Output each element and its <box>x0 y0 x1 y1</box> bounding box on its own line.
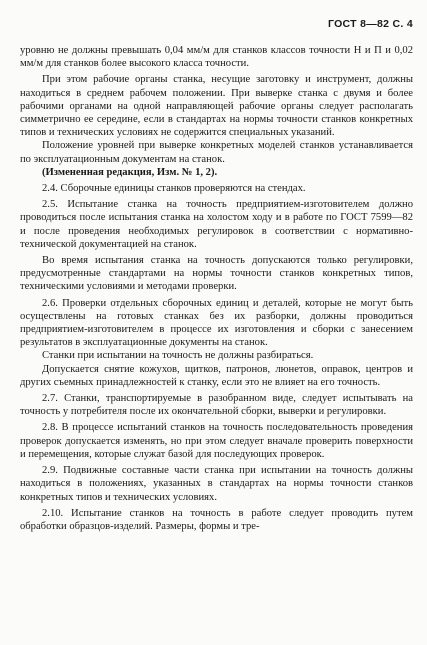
paragraph: 2.8. В процессе испытаний станков на точность последовательность проведения проверок допускается изменять, но при этом следует вначале проверить поверхности и перемещения, которые служат базой для последующих проверок. <box>20 422 413 460</box>
paragraph: Во время испытания станка на точность допускаются только регулировки, предусмотренные стандартами на нормы точности станков конкретных типов, техническими условиями и методами проверки. <box>20 255 413 293</box>
paragraph: 2.6. Проверки отдельных сборочных единиц и деталей, которые не могут быть осуществлены на готовых станках без их разборки, должны проводиться предприятием-изготовителем в процессе их изготовления и сборки с занесением результатов в эксплуатационные документы на станок. <box>20 297 413 349</box>
paragraph: 2.10. Испытание станков на точность в работе следует проводить путем обработки образцов-изделий. Размеры, формы и тре- <box>20 507 413 532</box>
paragraph: Допускается снятие кожухов, щитков, патронов, люнетов, оправок, центров и других съемных принадлежностей к станку, если это не влияет на его точность. <box>20 363 413 388</box>
paragraph: Станки при испытании на точность не должны разбираться. <box>42 350 314 362</box>
paragraph: 2.9. Подвижные составные части станка при испытании на точность должны находиться в положениях, указанных в стандартах на нормы точности станков конкретных типов и технических условиях. <box>20 465 413 503</box>
paragraph: При этом рабочие органы станка, несущие заготовку и инструмент, должны находиться в среднем рабочем положении. При выверке станка с двумя и более рабочими органами на одной направляющей рабочие органы следует располагать симметрично ее середине, если в стандартах на нормы точности станков конкретных типов и технических условиях не содержится специальных указаний. <box>20 74 413 139</box>
amendment-note: (Измененная редакция, Изм. № 1, 2). <box>42 166 218 178</box>
paragraph: уровню не должны превышать 0,04 мм/м для станков классов точности Н и П и 0,02 мм/м для станков более высокого класса точности. <box>20 45 413 70</box>
page-header: ГОСТ 8—82 С. 4 <box>327 18 413 30</box>
paragraph: Положение уровней при выверке конкретных моделей станков устанавливается по эксплуатационным документам на станок. <box>20 140 413 165</box>
document-body <box>20 44 413 533</box>
paragraph: 2.4. Сборочные единицы станков проверяются на стендах. <box>42 183 306 195</box>
paragraph: 2.5. Испытание станка на точность предприятием-изготовителем должно проводиться после испытания станка на холостом ходу и в работе по ГОСТ 7599—82 и после проведения необходимых регулировок в соответствии с нормативно-технической документацией на станок. <box>20 199 413 250</box>
paragraph: 2.7. Станки, транспортируемые в разобранном виде, следует испытывать на точность у потребителя после их окончательной сборки, выверки и регулировки. <box>20 393 413 418</box>
